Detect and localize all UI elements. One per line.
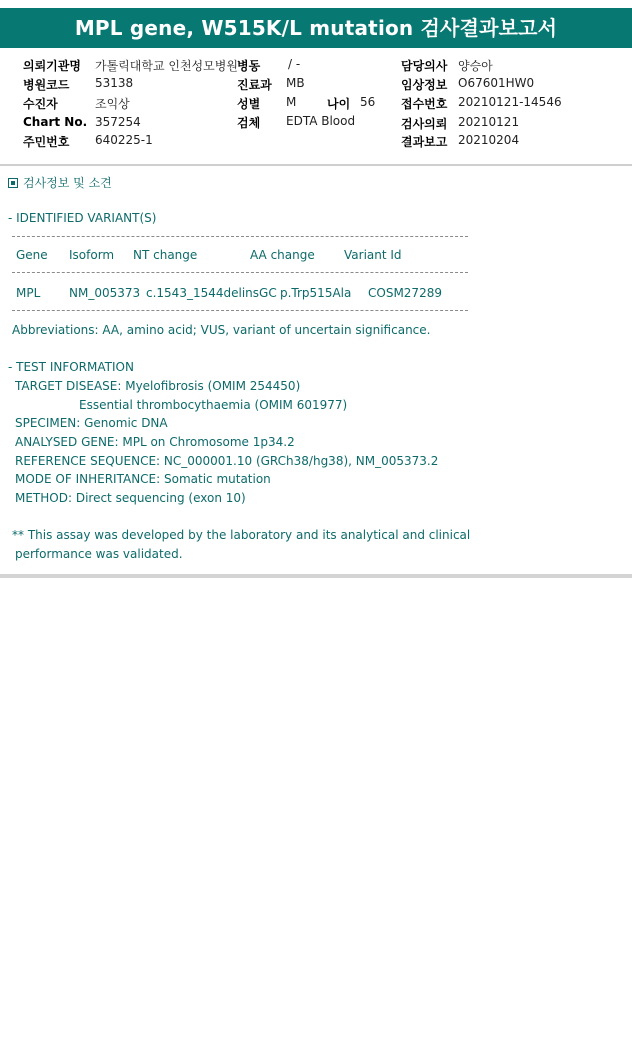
cell-aa-change: p.Trp515Ala xyxy=(280,286,352,300)
request-value: 20210121 xyxy=(458,115,520,129)
col-gene: Gene xyxy=(16,248,48,262)
method: METHOD: Direct sequencing (exon 10) xyxy=(15,491,246,505)
hospital-code-label: 병원코드 xyxy=(23,78,70,92)
institution-label: 의뢰기관명 xyxy=(23,59,81,73)
target-disease: TARGET DISEASE: Myelofibrosis (OMIM 254450) xyxy=(15,379,301,393)
chart-label: Chart No. xyxy=(23,115,88,129)
cell-isoform: NM_005373 xyxy=(69,286,141,300)
rrn-label: 주민번호 xyxy=(23,135,70,149)
abbreviations: Abbreviations: AA, amino acid; VUS, variant of uncertain significance. xyxy=(12,323,431,337)
receipt-value: 20210121-14546 xyxy=(458,95,562,109)
clinical-info-value: O67601HW0 xyxy=(458,76,535,90)
request-label: 검사의뢰 xyxy=(401,117,448,131)
section-title: 검사정보 및 소견 xyxy=(23,176,112,190)
target-disease-2: Essential thrombocythaemia (OMIM 601977) xyxy=(79,398,348,412)
section-heading xyxy=(8,174,112,191)
table-header-rule xyxy=(12,272,468,273)
mode-of-inheritance: MODE OF INHERITANCE: Somatic mutation xyxy=(15,472,271,486)
test-info-heading: - TEST INFORMATION xyxy=(8,360,134,374)
age-value: 56 xyxy=(360,95,376,109)
col-variant-id: Variant Id xyxy=(344,248,402,262)
specimen-value: EDTA Blood xyxy=(286,114,356,128)
hospital-code-value: 53138 xyxy=(95,76,134,90)
dept-value: MB xyxy=(286,76,305,90)
table-bottom-rule xyxy=(12,310,468,311)
cell-variant-id: COSM27289 xyxy=(368,286,442,300)
table-top-rule xyxy=(12,236,468,237)
chart-value: 357254 xyxy=(95,115,141,129)
validation-note-line1: ** This assay was developed by the laboratory and its analytical and clinical xyxy=(12,528,471,542)
cell-gene: MPL xyxy=(16,286,41,300)
sex-value: M xyxy=(286,95,297,109)
institution-value: 가톨릭대학교 인천성모병원 xyxy=(95,59,238,73)
variants-heading: - IDENTIFIED VARIANT(S) xyxy=(8,211,157,225)
checkbox-square-icon xyxy=(8,178,18,188)
sex-label: 성별 xyxy=(237,97,261,111)
age-label: 나이 xyxy=(327,97,351,111)
clinical-info-label: 임상정보 xyxy=(401,78,448,92)
cell-nt-change: c.1543_1544delinsGC xyxy=(146,286,277,300)
specimen: SPECIMEN: Genomic DNA xyxy=(15,416,168,430)
ward-value: / - xyxy=(288,57,301,71)
ward-label: 병동 xyxy=(237,59,261,73)
footer-divider xyxy=(0,574,632,578)
reference-sequence: REFERENCE SEQUENCE: NC_000001.10 (GRCh38/hg38), NM_005373.2 xyxy=(15,454,439,468)
validation-note-line2: performance was validated. xyxy=(15,547,183,561)
report-title: MPL gene, W515K/L mutation 검사결과보고서 xyxy=(0,8,632,48)
doctor-value: 양승아 xyxy=(458,59,493,73)
result-label: 결과보고 xyxy=(401,135,448,149)
analysed-gene: ANALYSED GENE: MPL on Chromosome 1p34.2 xyxy=(15,435,295,449)
header-divider xyxy=(0,164,632,166)
result-value: 20210204 xyxy=(458,133,520,147)
doctor-label: 담당의사 xyxy=(401,59,448,73)
patient-label: 수진자 xyxy=(23,97,58,111)
col-isoform: Isoform xyxy=(69,248,115,262)
col-nt-change: NT change xyxy=(133,248,198,262)
dept-label: 진료과 xyxy=(237,78,272,92)
rrn-value: 640225-1 xyxy=(95,133,153,147)
receipt-label: 접수번호 xyxy=(401,97,448,111)
col-aa-change: AA change xyxy=(250,248,315,262)
specimen-label: 검체 xyxy=(237,116,261,130)
patient-value: 조익상 xyxy=(95,97,130,111)
